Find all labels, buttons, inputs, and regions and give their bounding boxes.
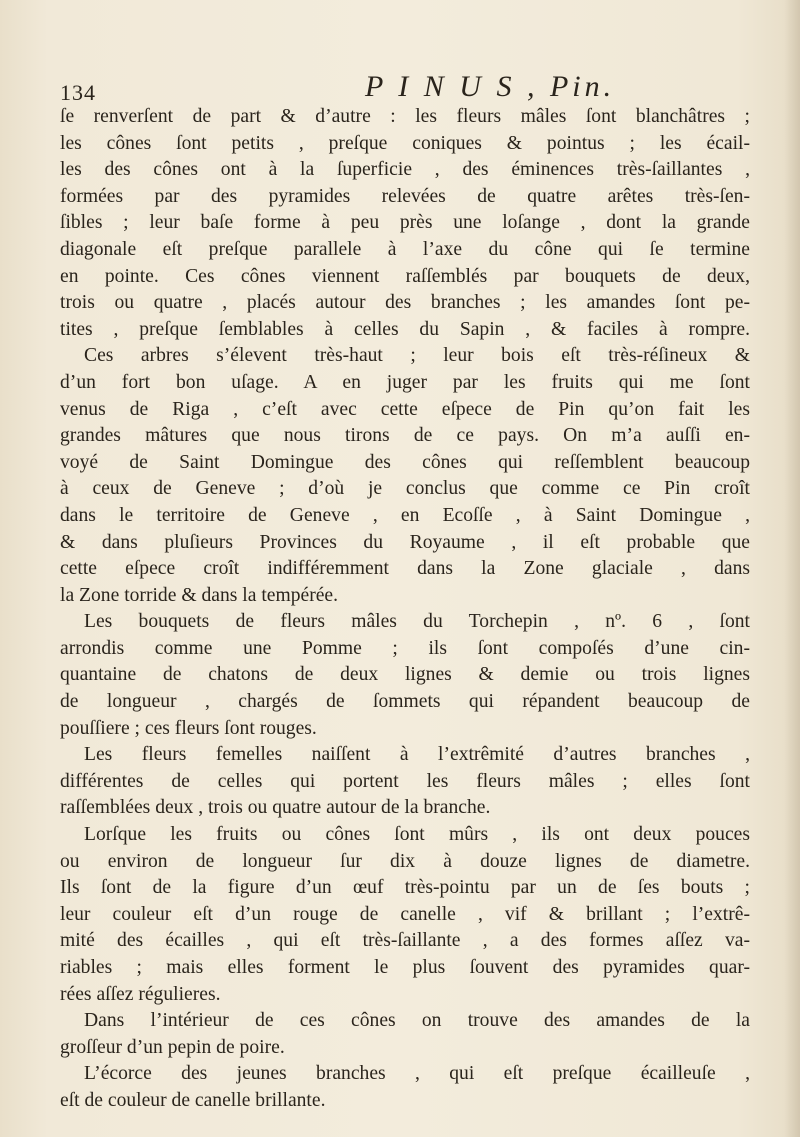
text-line: Ils ſont de la figure d’un œuf très-pointu par un de ſes bouts ;: [60, 877, 750, 899]
text-line: d’un fort bon uſage. A en juger par les fruits qui me ſont: [60, 371, 750, 393]
text-line: les des cônes ont à la ſuperficie , des éminences très-ſaillantes ,: [60, 159, 750, 181]
text-line: dans le territoire de Geneve , en Ecoſſe , à Saint Domingue ,: [60, 504, 750, 526]
text-line: tites , preſque ſemblables à celles du Sapin , & faciles à rompre.: [60, 318, 750, 340]
text-line: diagonale eſt preſque parallele à l’axe du cône qui ſe termine: [60, 238, 750, 260]
text-line: trois ou quatre , placés autour des branches ; les amandes ſont pe-: [60, 292, 750, 314]
text-line: différentes de celles qui portent les fleurs mâles ; elles ſont: [60, 770, 750, 792]
text-line: cette eſpece croît indifféremment dans la Zone glaciale , dans: [60, 558, 750, 580]
text-line: Les fleurs femelles naiſſent à l’extrêmité d’autres branches ,: [84, 744, 750, 766]
text-line: rées aſſez régulieres.: [60, 983, 221, 1005]
body-text: [60, 104, 750, 1115]
text-line: leur couleur eſt d’un rouge de canelle , vif & brillant ; l’extrê-: [60, 903, 750, 925]
text-line: eſt de couleur de canelle brillante.: [60, 1089, 326, 1111]
running-title: P I N U S , Pin.: [365, 70, 616, 103]
text-line: Ces arbres s’élevent très-haut ; leur bois eſt très-réſineux &: [84, 345, 750, 367]
text-line: de longueur , chargés de ſommets qui répandent beaucoup de: [60, 691, 750, 713]
text-line: arrondis comme une Pomme ; ils ſont compoſés d’une cin-: [60, 637, 750, 659]
page-number: 134: [60, 80, 96, 105]
text-line: formées par des pyramides relevées de quatre arêtes très-ſen-: [60, 185, 750, 207]
text-line: voyé de Saint Domingue des cônes qui reſſemblent beaucoup: [60, 451, 750, 473]
text-line: les cônes ſont petits , preſque coniques & pointus ; les écail-: [60, 132, 750, 154]
text-line: venus de Riga , c’eſt avec cette eſpece de Pin qu’on fait les: [60, 398, 750, 420]
text-line: la Zone torride & dans la tempérée.: [60, 584, 339, 606]
text-line: & dans pluſieurs Provinces du Royaume , il eſt probable que: [60, 531, 750, 553]
page-edge-shadow: [784, 0, 800, 1137]
text-line: Les bouquets de fleurs mâles du Torchepin , nº. 6 , ſont: [84, 611, 750, 633]
text-line: à ceux de Geneve ; d’où je conclus que comme ce Pin croît: [60, 478, 750, 500]
text-line: ou environ de longueur ſur dix à douze lignes de diametre.: [60, 850, 750, 872]
text-line: raſſemblées deux , trois ou quatre autour de la branche.: [60, 797, 491, 819]
text-line: groſſeur d’un pepin de poire.: [60, 1036, 285, 1058]
text-line: ſibles ; leur baſe forme à peu près une loſange , dont la grande: [60, 212, 750, 234]
text-line: riables ; mais elles forment le plus ſouvent des pyramides quar-: [60, 957, 750, 978]
text-line: grandes mâtures que nous tirons de ce pays. On m’a auſſi en-: [60, 425, 750, 447]
text-line: mité des écailles , qui eſt très-ſaillante , a des formes aſſez va-: [60, 930, 750, 952]
text-line: quantaine de chatons de deux lignes & demie ou trois lignes: [60, 664, 750, 686]
text-line: Dans l’intérieur de ces cônes on trouve des amandes de la: [84, 1010, 750, 1032]
text-line: en pointe. Ces cônes viennent raſſemblés par bouquets de deux,: [60, 265, 750, 287]
text-line: L’écorce des jeunes branches , qui eſt preſque écailleuſe ,: [84, 1063, 750, 1085]
text-line: Lorſque les fruits ou cônes ſont mûrs , ils ont deux pouces: [84, 824, 750, 846]
text-line: ſe renverſent de part & d’autre : les fleurs mâles ſont blanchâtres ;: [60, 106, 750, 127]
text-line: pouſſiere ; ces fleurs ſont rouges.: [60, 717, 317, 739]
